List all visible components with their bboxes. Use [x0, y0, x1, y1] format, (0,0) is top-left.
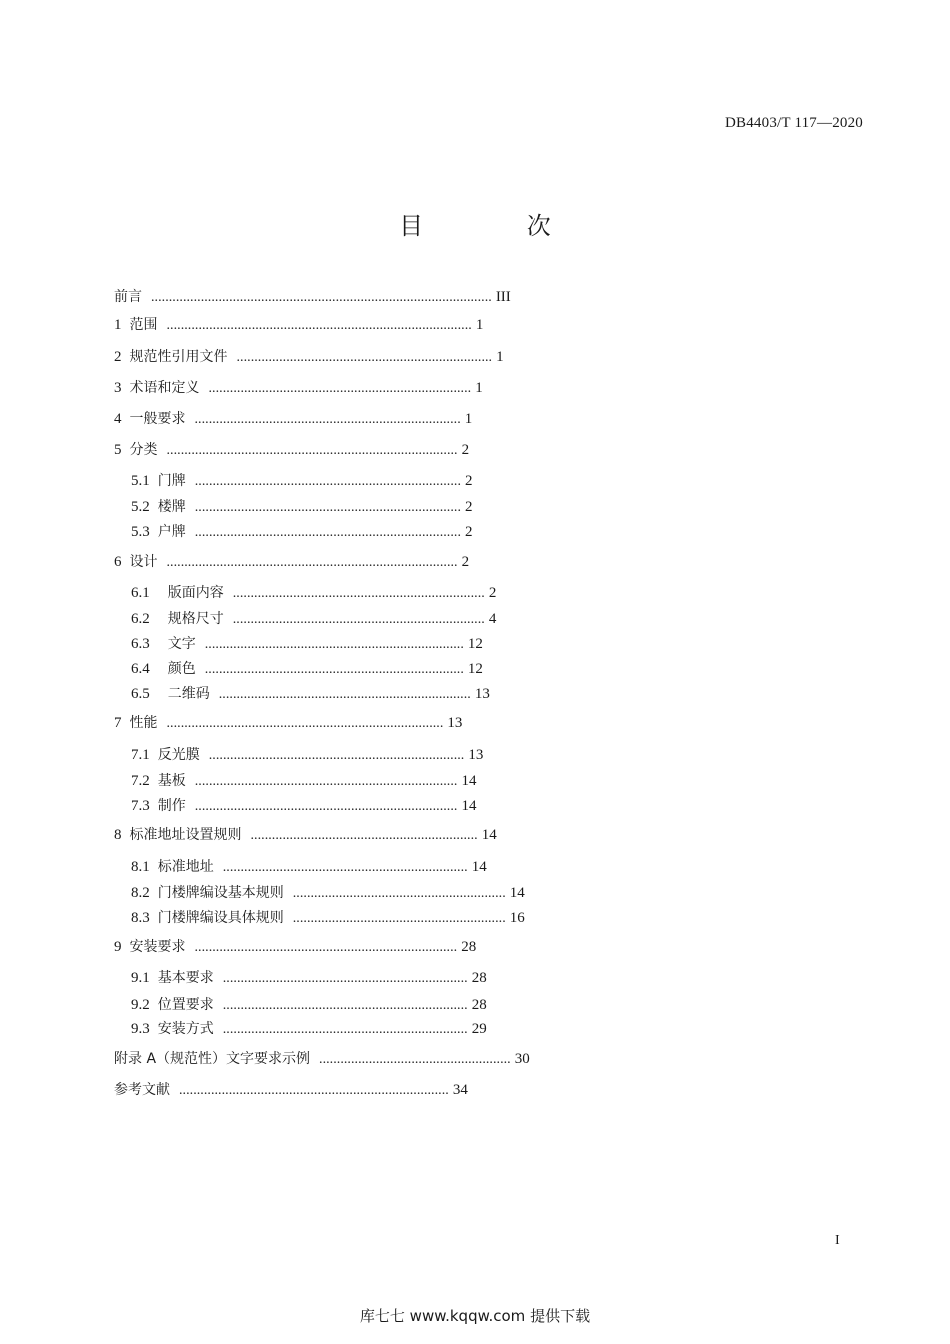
- toc-entry-number: 7.1: [131, 747, 150, 763]
- toc-entry[interactable]: [131, 884, 525, 903]
- toc-entry-label: 安装要求: [129, 939, 186, 955]
- toc-entry[interactable]: [114, 826, 497, 845]
- toc-entry-page: 13: [468, 747, 484, 763]
- toc-entry[interactable]: [131, 772, 476, 791]
- toc-entry-label: 标准地址设置规则: [129, 827, 242, 843]
- toc-entry[interactable]: [114, 1081, 468, 1100]
- toc-entry-page: III: [495, 289, 511, 305]
- toc-entry-number: 6.5: [131, 686, 150, 702]
- dot-leader: ........................................................................: [208, 748, 465, 763]
- toc-entry-page: 12: [467, 661, 483, 677]
- toc-entry-label: 分类: [129, 442, 158, 458]
- toc-entry[interactable]: [114, 316, 483, 335]
- dot-leader: ..................................................................................: [166, 443, 458, 458]
- toc-entry-label: 标准地址: [157, 859, 214, 875]
- dot-leader: ......................................................................................: [166, 318, 472, 333]
- toc-entry-label: 范围: [129, 317, 158, 333]
- toc-entry-label: 规格尺寸: [167, 611, 224, 627]
- dot-leader: .......................................................................: [232, 612, 485, 627]
- page-number: I: [835, 1233, 840, 1248]
- dot-leader: ......................................................: [319, 1052, 511, 1067]
- dot-leader: ............................................................: [292, 886, 506, 901]
- toc-entry-label: 楼牌: [157, 499, 186, 515]
- dot-leader: ..........................................................................: [194, 774, 458, 789]
- toc-entry-label: 性能: [129, 715, 158, 731]
- toc-entry-number: 9.3: [131, 1021, 150, 1037]
- toc-entry[interactable]: [131, 660, 483, 679]
- toc-entry[interactable]: [114, 441, 469, 460]
- toc-entry[interactable]: [131, 472, 473, 491]
- toc-entry-label: 版面内容: [167, 585, 224, 601]
- toc-entry[interactable]: [131, 610, 496, 629]
- toc-entry-page: 30: [514, 1051, 530, 1067]
- dot-leader: .......................................................................: [218, 687, 471, 702]
- toc-entry-number: 8.2: [131, 885, 150, 901]
- toc-entry-label: 术语和定义: [129, 380, 200, 396]
- toc-entry-number: 7.3: [131, 798, 150, 814]
- toc-entry-label: 门楼牌编设具体规则: [157, 910, 284, 926]
- toc-entry-number: 3: [114, 380, 122, 396]
- toc-entry-page: 14: [461, 773, 477, 789]
- dot-leader: .........................................................................: [204, 637, 464, 652]
- dot-leader: ........................................................................: [236, 350, 493, 365]
- toc-entry-page: 2: [465, 499, 473, 515]
- toc-entry-number: 7.2: [131, 773, 150, 789]
- toc-entry-page: 34: [452, 1082, 468, 1098]
- toc-entry[interactable]: [114, 379, 483, 398]
- toc-entry-label: 文字: [167, 636, 196, 652]
- dot-leader: ............................................................................: [179, 1083, 449, 1098]
- dot-leader: ..................................................................................: [166, 555, 458, 570]
- toc-entry-label: 二维码: [167, 686, 210, 702]
- dot-leader: ...........................................................................: [194, 500, 461, 515]
- toc-entry-page: 2: [465, 473, 473, 489]
- toc-entry-page: 29: [471, 1021, 487, 1037]
- toc-entry-number: 8.1: [131, 859, 150, 875]
- toc-entry-page: 2: [488, 585, 497, 601]
- page-title: 目 次: [399, 212, 599, 240]
- toc-entry[interactable]: [114, 410, 472, 429]
- toc-entry-page: 12: [467, 636, 483, 652]
- dot-leader: ...........................................................................: [194, 474, 461, 489]
- toc-entry-number: 9.1: [131, 970, 150, 986]
- toc-entry[interactable]: [131, 584, 496, 603]
- dot-leader: ..........................................................................: [208, 381, 472, 396]
- toc-entry-label: 门牌: [157, 473, 186, 489]
- toc-entry[interactable]: [131, 523, 473, 542]
- toc-entry-number: 7: [114, 715, 122, 731]
- toc-entry-page: 2: [461, 442, 470, 458]
- toc-entry-label: 颜色: [167, 661, 196, 677]
- toc-entry[interactable]: [131, 498, 473, 517]
- toc-entry[interactable]: [114, 1050, 530, 1069]
- toc-entry-number: 9: [114, 939, 122, 955]
- toc-entry-number: 9.2: [131, 997, 150, 1013]
- toc-entry[interactable]: [114, 553, 469, 572]
- toc-entry[interactable]: [114, 938, 476, 957]
- dot-leader: .....................................................................: [222, 1022, 468, 1037]
- toc-entry-number: 2: [114, 349, 122, 365]
- toc-entry-page: 1: [475, 317, 484, 333]
- toc-entry-label: 设计: [129, 554, 158, 570]
- toc-entry-label: 反光膜: [157, 747, 200, 763]
- toc-entry-label: 规范性引用文件: [129, 349, 228, 365]
- toc-entry-label: 制作: [157, 798, 186, 814]
- toc-entry-label: 安装方式: [157, 1021, 214, 1037]
- toc-entry-number: 6: [114, 554, 122, 570]
- toc-entry-label: 位置要求: [157, 997, 214, 1013]
- toc-entry-label: 参考文献: [114, 1082, 170, 1098]
- dot-leader: .........................................................................: [204, 662, 464, 677]
- toc-entry-page: 13: [447, 715, 463, 731]
- toc-entry[interactable]: [131, 996, 487, 1015]
- toc-entry-label: 基本要求: [157, 970, 214, 986]
- toc-entry-page: 28: [471, 970, 487, 986]
- toc-entry-page: 28: [471, 997, 487, 1013]
- dot-leader: ..........................................................................: [194, 940, 458, 955]
- toc-entry-number: 6.1: [131, 585, 150, 601]
- toc-entry-label: 前言: [114, 289, 142, 305]
- toc-entry[interactable]: [114, 348, 504, 367]
- toc-entry-number: 5.1: [131, 473, 150, 489]
- toc-entry[interactable]: [131, 969, 487, 988]
- toc-entry-number: 6.4: [131, 661, 150, 677]
- toc-entry-label: 基板: [157, 773, 186, 789]
- dot-leader: ................................................................................................: [151, 290, 492, 305]
- toc-entry-label: 门楼牌编设基本规则: [157, 885, 284, 901]
- toc-entry-page: 1: [464, 411, 473, 427]
- toc-entry-label: 一般要求: [129, 411, 186, 427]
- toc-entry-page: 14: [471, 859, 487, 875]
- toc-entry-page: 2: [461, 554, 470, 570]
- toc-entry-number: 8.3: [131, 910, 150, 926]
- toc-entry[interactable]: [131, 909, 525, 928]
- toc-entry-number: 6.3: [131, 636, 150, 652]
- toc-entry-page: 14: [481, 827, 497, 843]
- toc-entry[interactable]: [114, 288, 511, 307]
- toc-entry[interactable]: [131, 635, 483, 654]
- toc-entry-page: 1: [475, 380, 483, 396]
- dot-leader: .......................................................................: [232, 586, 485, 601]
- toc-entry-number: 5: [114, 442, 122, 458]
- dot-leader: ..........................................................................: [194, 799, 458, 814]
- dot-leader: .....................................................................: [222, 998, 468, 1013]
- toc-entry-page: 28: [461, 939, 477, 955]
- toc-entry-page: 4: [488, 611, 497, 627]
- dot-leader: ...........................................................................: [194, 525, 461, 540]
- toc-entry-page: 13: [474, 686, 490, 702]
- dot-leader: ...........................................................................: [194, 412, 461, 427]
- toc-entry-page: 1: [496, 349, 504, 365]
- toc-entry-number: 6.2: [131, 611, 150, 627]
- toc-entry[interactable]: [114, 714, 462, 733]
- toc-entry[interactable]: [131, 797, 476, 816]
- toc-entry-number: 4: [114, 411, 122, 427]
- toc-entry[interactable]: [131, 1020, 487, 1039]
- toc-entry[interactable]: [131, 746, 483, 765]
- footer-credit: 库七七 www.kqqw.com 提供下载: [359, 1307, 591, 1325]
- toc-entry-number: 5.2: [131, 499, 150, 515]
- dot-leader: ............................................................: [292, 911, 506, 926]
- toc-entry-label: 户牌: [157, 524, 186, 540]
- toc-entry-page: 2: [465, 524, 473, 540]
- toc-entry-page: 14: [509, 885, 525, 901]
- toc-entry-number: 8: [114, 827, 122, 843]
- toc-entry[interactable]: [131, 858, 487, 877]
- toc-entry[interactable]: [131, 685, 490, 704]
- dot-leader: ................................................................: [250, 828, 478, 843]
- dot-leader: .....................................................................: [222, 860, 468, 875]
- dot-leader: ..............................................................................: [166, 716, 444, 731]
- toc-entry-number: 5.3: [131, 524, 150, 540]
- toc-entry-number: 1: [114, 317, 122, 333]
- toc-entry-page: 14: [461, 798, 477, 814]
- toc-entry-label: 附录 A（规范性）文字要求示例: [114, 1051, 311, 1067]
- document-code: DB4403/T 117—2020: [725, 115, 863, 131]
- dot-leader: .....................................................................: [222, 971, 468, 986]
- toc-entry-page: 16: [509, 910, 525, 926]
